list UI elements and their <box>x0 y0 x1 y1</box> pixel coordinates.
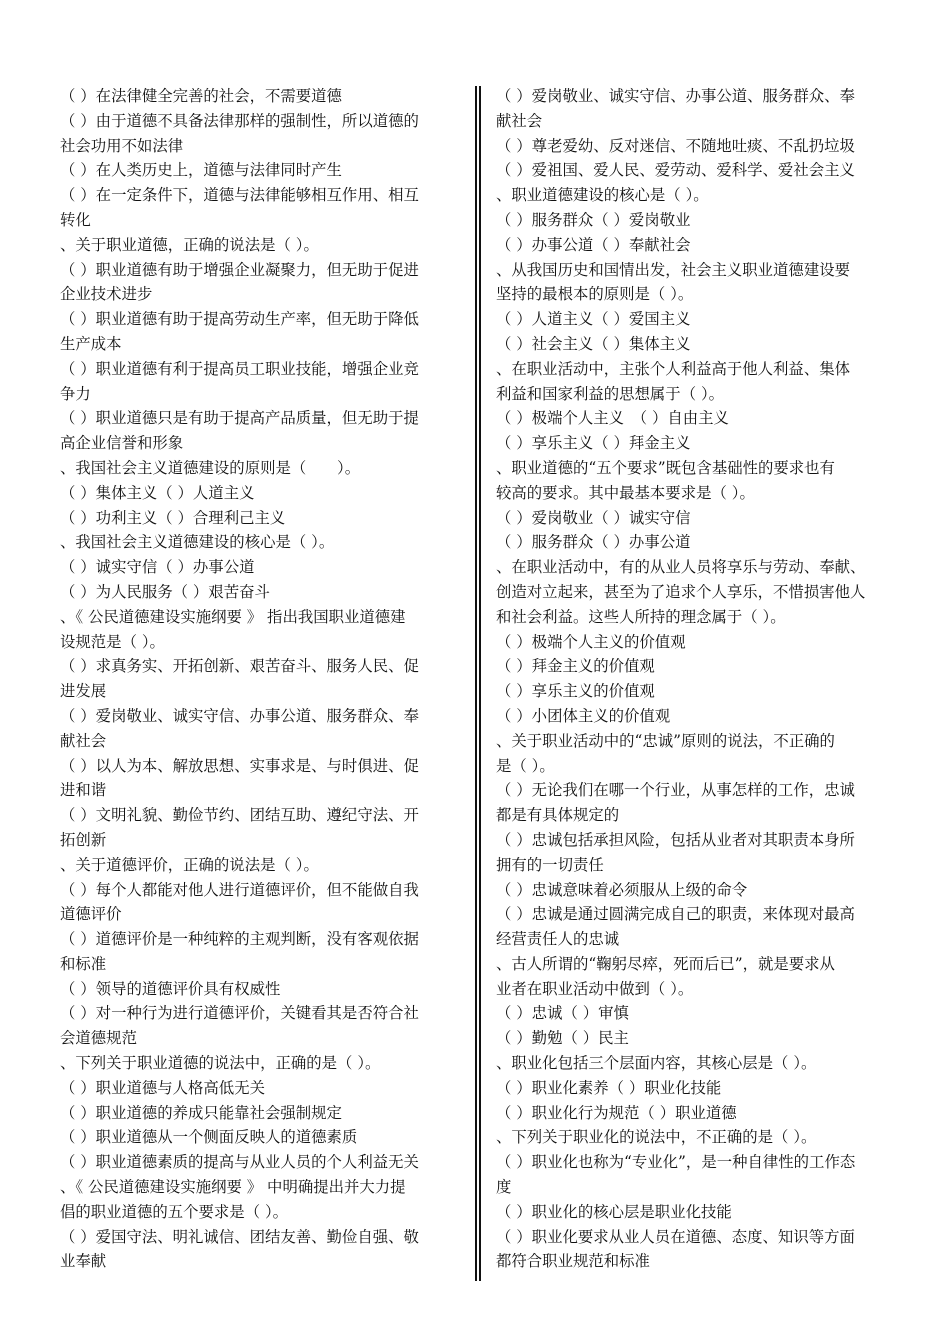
text-line: （ ）职业道德有利于提高员工职业技能，增强企业竞 <box>60 359 419 378</box>
text-line: （ ）社会主义（ ）集体主义 <box>496 334 691 353</box>
text-line: 拥有的一切责任 <box>496 855 604 874</box>
text-line: 、关于道德评价，正确的说法是（ ）。 <box>60 855 319 874</box>
text-line: （ ）爱祖国、爱人民、爱劳动、爱科学、爱社会主义 <box>496 161 855 180</box>
text-line: 会道德规范 <box>60 1029 137 1048</box>
text-line: 社会功用不如法律 <box>60 136 184 155</box>
text-line: 都符合职业规范和标准 <box>496 1252 650 1271</box>
column-divider <box>479 86 481 1281</box>
text-line: （ ）忠诚（ ）审慎 <box>496 1004 629 1023</box>
text-line: 业者在职业活动中做到（ ）。 <box>496 979 694 998</box>
text-line: （ ）职业道德有助于提高劳动生产率，但无助于降低 <box>60 310 419 329</box>
text-line: （ ）功利主义（ ）合理利己主义 <box>60 508 286 527</box>
text-line: 、在职业活动中，有的从业人员将享乐与劳动、奉献、 <box>496 558 866 577</box>
text-line: （ ）职业道德素质的提高与从业人员的个人利益无关 <box>60 1153 419 1172</box>
text-line: （ ）服务群众（ ）办事公道 <box>496 533 691 552</box>
text-line: 献社会 <box>60 731 107 750</box>
text-line: （ ）爱岗敬业、诚实守信、办事公道、服务群众、奉 <box>60 706 419 725</box>
text-line: 、下列关于职业化的说法中，不正确的是（ ）。 <box>496 1128 817 1147</box>
text-line: 创造对立起来，甚至为了追求个人享乐，不惜损害他人 <box>496 582 866 601</box>
text-line: 企业技术进步 <box>60 285 153 304</box>
text-line: 、下列关于职业道德的说法中，正确的是（ ）。 <box>60 1054 381 1073</box>
text-line: 和社会利益。这些人所持的理念属于（ ）。 <box>496 607 786 626</box>
text-line: 、《 公民道德建设实施纲要 》 指出我国职业道德建 <box>60 607 406 626</box>
text-line: （ ）以人为本、解放思想、实事求是、与时俱进、促 <box>60 756 419 775</box>
text-line: 、我国社会主义道德建设的原则是（ ）。 <box>60 458 361 477</box>
text-line: 经营责任人的忠诚 <box>496 930 620 949</box>
text-line: （ ）职业道德只是有助于提高产品质量，但无助于提 <box>60 409 419 428</box>
text-line: （ ）小团体主义的价值观 <box>496 706 671 725</box>
text-line: 、职业化包括三个层面内容，其核心层是（ ）。 <box>496 1054 817 1073</box>
text-line: （ ）爱国守法、明礼诚信、团结友善、勤俭自强、敬 <box>60 1227 419 1246</box>
text-line: （ ）极端个人主义 （ ）自由主义 <box>496 409 729 428</box>
text-line: （ ）职业道德的养成只能靠社会强制规定 <box>60 1103 342 1122</box>
text-line: （ ）集体主义（ ）人道主义 <box>60 483 255 502</box>
left-column <box>60 84 460 1274</box>
text-line: 、从我国历史和国情出发，社会主义职业道德建设要 <box>496 260 850 279</box>
text-line: 较高的要求。其中最基本要求是（ ）。 <box>496 483 755 502</box>
text-line: 、职业道德的“五个要求”既包含基础性的要求也有 <box>496 458 835 477</box>
text-line: （ ）拜金主义的价值观 <box>496 657 655 676</box>
text-line: （ ）诚实守信（ ）办事公道 <box>60 558 255 577</box>
text-line: （ ）享乐主义（ ）拜金主义 <box>496 434 691 453</box>
text-line: 拓创新 <box>60 830 107 849</box>
text-line: 度 <box>496 1178 512 1197</box>
text-line: （ ）在人类历史上，道德与法律同时产生 <box>60 161 342 180</box>
text-line: （ ）由于道德不具备法律那样的强制性，所以道德的 <box>60 111 419 130</box>
text-line: （ ）职业道德从一个侧面反映人的道德素质 <box>60 1128 358 1147</box>
text-line: 进和谐 <box>60 781 107 800</box>
text-line: （ ）忠诚是通过圆满完成自己的职责，来体现对最高 <box>496 905 855 924</box>
text-line: 坚持的最根本的原则是（ ）。 <box>496 285 694 304</box>
text-line: 设规范是（ ）。 <box>60 632 165 651</box>
text-line: （ ）职业化行为规范（ ）职业道德 <box>496 1103 737 1122</box>
text-line: 转化 <box>60 210 91 229</box>
column-divider <box>475 86 477 1281</box>
text-line: 、关于职业活动中的“忠诚”原则的说法，不正确的 <box>496 731 835 750</box>
text-line: 进发展 <box>60 682 107 701</box>
text-line: 道德评价 <box>60 905 122 924</box>
text-line: 、在职业活动中，主张个人利益高于他人利益、集体 <box>496 359 850 378</box>
text-line: （ ）领导的道德评价具有权威性 <box>60 979 281 998</box>
text-line: （ ）求真务实、开拓创新、艰苦奋斗、服务人民、促 <box>60 657 419 676</box>
text-line: （ ）每个人都能对他人进行道德评价，但不能做自我 <box>60 880 419 899</box>
text-line: 是（ ）。 <box>496 756 555 775</box>
text-line: 利益和国家利益的思想属于（ ）。 <box>496 384 725 403</box>
text-line: 和标准 <box>60 954 107 973</box>
text-line: （ ）职业化的核心层是职业化技能 <box>496 1202 732 1221</box>
text-line: 、关于职业道德，正确的说法是（ ）。 <box>60 235 319 254</box>
text-line: （ ）忠诚包括承担风险，包括从业者对其职责本身所 <box>496 830 855 849</box>
text-line: 献社会 <box>496 111 543 130</box>
text-line: （ ）人道主义（ ）爱国主义 <box>496 310 691 329</box>
text-line: （ ）对一种行为进行道德评价，关键看其是否符合社 <box>60 1004 419 1023</box>
text-line: （ ）极端个人主义的价值观 <box>496 632 686 651</box>
text-line: （ ）办事公道（ ）奉献社会 <box>496 235 691 254</box>
text-line: （ ）在法律健全完善的社会，不需要道德 <box>60 87 342 105</box>
text-line: （ ）尊老爱幼、反对迷信、不随地吐痰、不乱扔垃圾 <box>496 136 855 155</box>
text-line: 都是有具体规定的 <box>496 806 620 825</box>
text-line: 、职业道德建设的核心是（ ）。 <box>496 186 709 205</box>
right-column <box>496 84 896 1274</box>
text-line: （ ）为人民服务（ ）艰苦奋斗 <box>60 582 270 601</box>
text-line: （ ）职业化也称为“专业化”，是一种自律性的工作态 <box>496 1153 856 1172</box>
text-line: （ ）忠诚意味着必须服从上级的命令 <box>496 880 748 899</box>
text-line: （ ）无论我们在哪一个行业，从事怎样的工作，忠诚 <box>496 781 855 800</box>
text-line: （ ）服务群众（ ）爱岗敬业 <box>496 210 691 229</box>
text-line: 生产成本 <box>60 334 122 353</box>
text-line: （ ）职业道德与人格高低无关 <box>60 1078 265 1097</box>
text-line: （ ）在一定条件下，道德与法律能够相互作用、相互 <box>60 186 419 205</box>
text-line: （ ）职业化要求从业人员在道德、态度、知识等方面 <box>496 1227 855 1246</box>
text-line: （ ）文明礼貌、勤俭节约、团结互助、遵纪守法、开 <box>60 806 419 825</box>
text-line: （ ）职业化素养（ ）职业化技能 <box>496 1078 722 1097</box>
text-line: 、我国社会主义道德建设的核心是（ ）。 <box>60 533 335 552</box>
text-line: （ ）职业道德有助于增强企业凝聚力，但无助于促进 <box>60 260 419 279</box>
text-line: 、《 公民道德建设实施纲要 》 中明确提出并大力提 <box>60 1178 406 1197</box>
text-line: （ ）道德评价是一种纯粹的主观判断，没有客观依据 <box>60 930 419 949</box>
text-line: （ ）爱岗敬业、诚实守信、办事公道、服务群众、奉 <box>496 87 855 105</box>
text-line: 业奉献 <box>60 1252 107 1271</box>
text-line: （ ）享乐主义的价值观 <box>496 682 655 701</box>
text-line: （ ）爱岗敬业（ ）诚实守信 <box>496 508 691 527</box>
text-line: （ ）勤勉（ ）民主 <box>496 1029 629 1048</box>
text-line: 争力 <box>60 384 91 403</box>
text-line: 、古人所谓的“鞠躬尽瘁，死而后已”，就是要求从 <box>496 954 835 973</box>
text-line: 倡的职业道德的五个要求是（ ）。 <box>60 1202 289 1221</box>
text-line: 高企业信誉和形象 <box>60 434 184 453</box>
